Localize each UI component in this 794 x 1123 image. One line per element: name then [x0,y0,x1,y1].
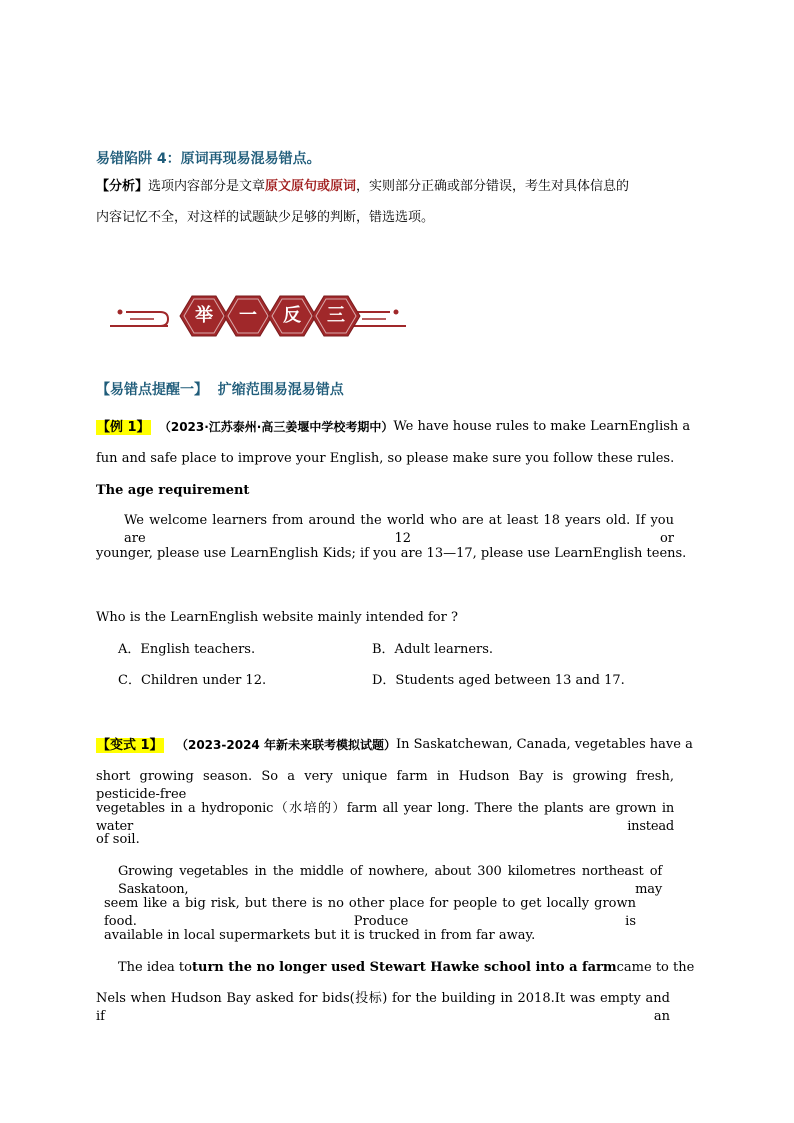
variant1-p1-2: short growing season. So a very unique farm in Hudson Bay is growing fresh, pesticide-free [96,769,674,802]
example1-source: （2023·江苏泰州·高三姜堰中学校考期中） [158,420,394,434]
example1-question: Who is the LearnEnglish website mainly intended for ? [96,610,458,625]
analysis-line-2: 内容记忆不全，对这样的试题缺少足够的判断，错选选项。 [96,210,435,225]
example1-line-1 [96,418,691,437]
analysis-label: 【分析】 [96,179,149,194]
example1-para-1: We welcome learners from around the world who are at least 18 years old. If you are 12 or [124,513,674,546]
reminder-text: 扩缩范围易混易错点 [217,382,344,398]
variant1-p3-2: Nels when Hudson Bay asked for bids(投标) for the building in 2018.It was empty and if an [96,991,670,1024]
reminder-heading [96,381,344,399]
variant1-p2-3: available in local supermarkets but it is trucked in from far away. [104,928,536,943]
trap-title: 易错陷阱 4：原词再现易混易错点。 [96,151,321,167]
analysis-text-post: ，实则部分正确或部分错误，考生对具体信息的 [356,179,630,194]
variant1-p3-bold: turn the no longer used Stewart Hawke school into a farm [191,960,617,975]
example1-tag: 【例 1】 [97,420,150,435]
variant1-tag: 【变式 1】 [97,738,163,753]
option-b[interactable]: B．Adult learners. [372,642,494,657]
banner-char-3: 反 [283,305,301,326]
variant1-p3-1 [118,959,695,977]
example1-heading: The age requirement [96,483,250,498]
reminder-label: 【易错点提醒一】 [96,382,208,398]
variant1-p3-pre: The idea to [118,960,192,975]
example1-para-2: younger, please use LearnEnglish Kids; if you are 13—17, please use LearnEnglish teens. [96,546,687,561]
banner-char-4: 三 [327,305,345,326]
option-a[interactable]: A．English teachers. [118,642,256,657]
variant1-p1-1: In Saskatchewan, Canada, vegetables have a [395,737,693,752]
variant1-p3-post: came to the [616,960,695,975]
option-d[interactable]: D．Students aged between 13 and 17. [372,673,625,688]
analysis-highlight: 原文原句或原词 [265,179,357,194]
variant1-p2-1: Growing vegetables in the middle of nowhere, about 300 kilometres northeast of Saskatoon, may [118,864,662,897]
analysis-line-1 [96,178,629,196]
banner-char-2: 一 [239,305,257,326]
banner-char-1: 举 [195,305,213,326]
example1-intro-1: We have house rules to make LearnEnglish a [393,419,691,434]
variant1-source: （2023-2024 年新未来联考模拟试题） [175,738,396,752]
variant1-line-1 [96,736,693,755]
analysis-text-pre: 选项内容部分是文章 [148,179,266,194]
variant1-p1-4: of soil. [96,832,140,847]
variant1-p2-2: seem like a big risk, but there is no other place for people to get locally grown food. Produce is [104,896,636,929]
banner-juyifansan [108,290,408,342]
variant1-p1-3: vegetables in a hydroponic（水培的）farm all year long. There the plants are grown in water instead [96,801,674,834]
example1-intro-2: fun and safe place to improve your English, so please make sure you follow these rules. [96,451,675,466]
option-c[interactable]: C．Children under 12. [118,673,267,688]
